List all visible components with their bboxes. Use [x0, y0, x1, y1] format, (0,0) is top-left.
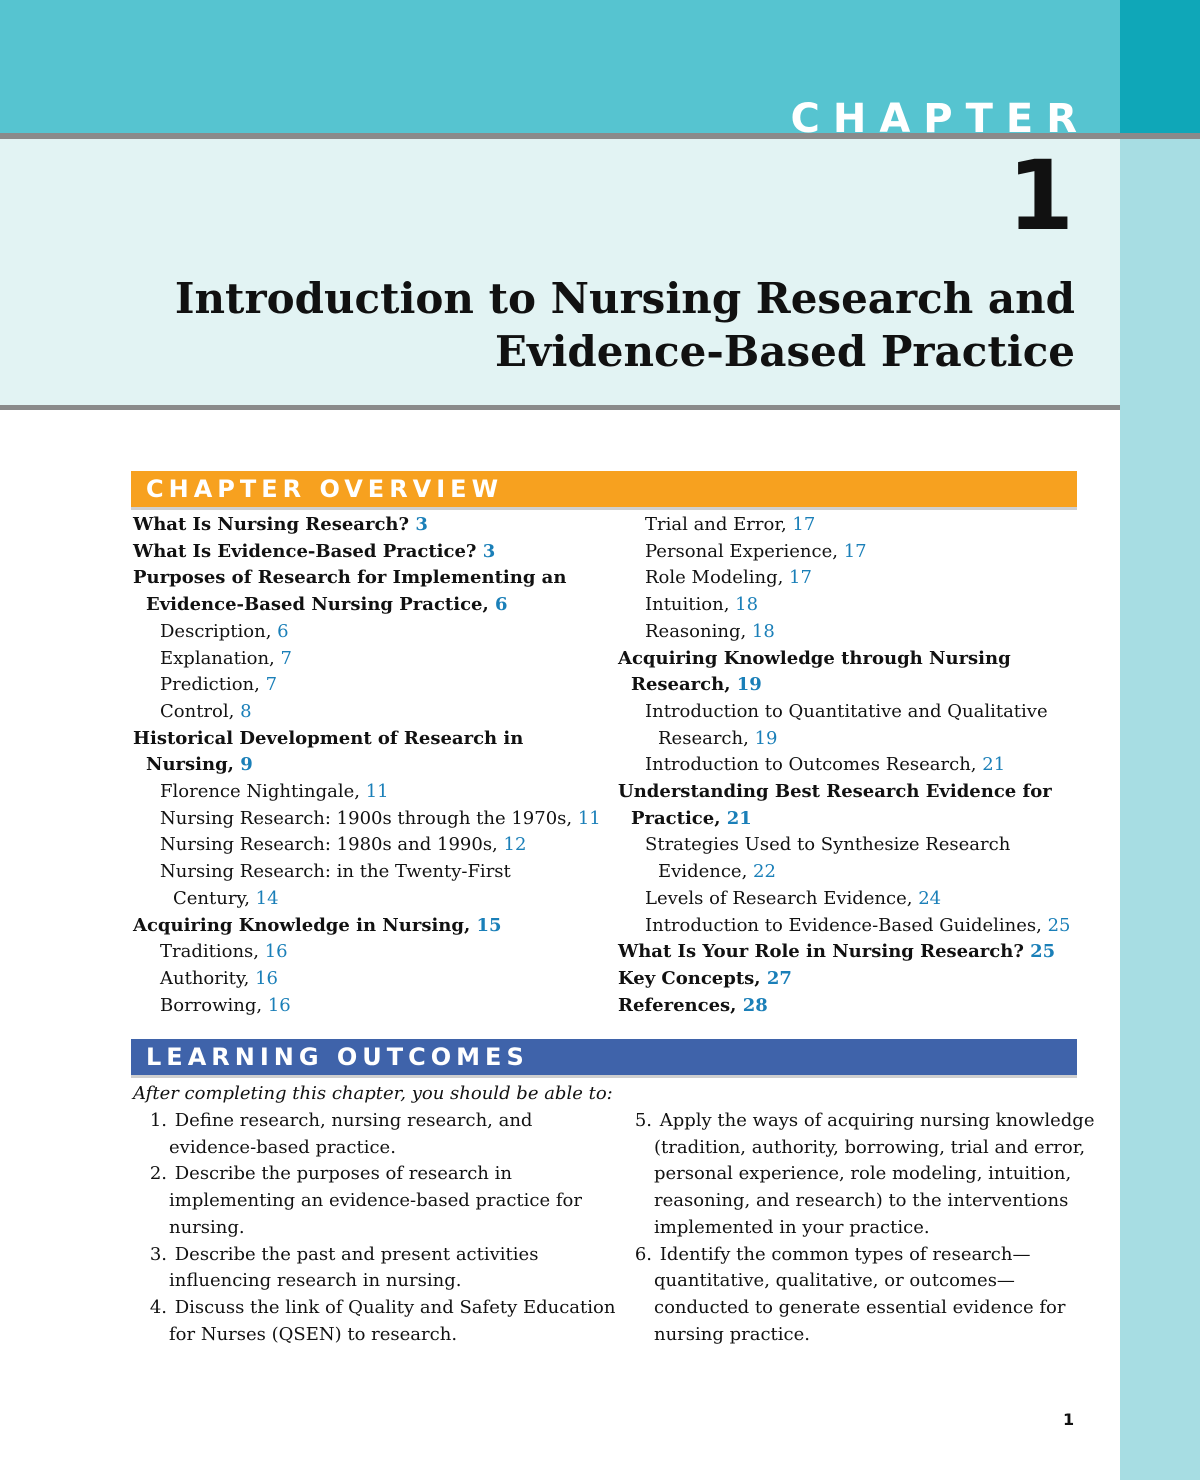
toc-entry[interactable]: Understanding Best Research Evidence for [618, 781, 1052, 803]
toc-entry[interactable]: Nursing Research: 1900s through the 1970s, 11 [160, 807, 601, 829]
toc-entry[interactable]: What Is Nursing Research? 3 [133, 514, 428, 535]
toc-entry[interactable]: Florence Nightingale, 11 [160, 781, 389, 803]
toc-entry[interactable]: Traditions, 16 [160, 941, 288, 963]
outcome-item: 4. Discuss the link of Quality and Safety Education for Nurses (QSEN) to research. [133, 1295, 603, 1348]
toc-entry[interactable]: Role Modeling, 17 [645, 567, 812, 589]
chapter-title [175, 272, 1075, 378]
toc-entry[interactable]: Nursing Research: 1980s and 1990s, 12 [160, 834, 527, 856]
toc-entry[interactable]: Introduction to Outcomes Research, 21 [645, 754, 1006, 776]
outcome-item: 2. Describe the purposes of research in implementing an evidence-based practice for nursing. [133, 1161, 603, 1241]
page-number: 1 [1063, 1410, 1075, 1429]
toc-entry[interactable]: Borrowing, 16 [160, 994, 291, 1016]
toc-entry[interactable]: Intuition, 18 [645, 594, 759, 616]
chapter-title-line-1: Introduction to Nursing Research and [174, 274, 1075, 323]
chapter-label: CHAPTER [790, 96, 1090, 142]
toc-entry[interactable]: Research, 19 [658, 727, 778, 749]
toc-entry[interactable]: Century, 14 [173, 887, 279, 909]
toc-entry[interactable]: Historical Development of Research in [133, 727, 524, 749]
toc-entry[interactable]: References, 28 [618, 994, 768, 1016]
outcome-item: 6. Identify the common types of research— quantitative, qualitative, or outcomes— conducted to generate essential evidence for nursing practice. [618, 1242, 1088, 1349]
toc-entry[interactable]: Research, 19 [631, 674, 762, 696]
toc-entry[interactable]: Personal Experience, 17 [645, 540, 867, 562]
outcome-item: 3. Describe the past and present activities influencing research in nursing. [133, 1242, 603, 1295]
chapter-number: 1 [1007, 140, 1074, 252]
toc-entry[interactable]: Evidence-Based Nursing Practice, 6 [146, 594, 508, 616]
outcome-item: 1. Define research, nursing research, and evidence-based practice. [133, 1108, 603, 1161]
toc-entry[interactable]: Levels of Research Evidence, 24 [645, 887, 942, 909]
toc-entry[interactable]: What Is Your Role in Nursing Research? 25 [618, 941, 1056, 963]
overview-toc-left [133, 512, 603, 1019]
toc-entry[interactable]: Nursing, 9 [146, 754, 253, 776]
toc-entry[interactable]: Purposes of Research for Implementing an [133, 567, 567, 589]
outcomes-list-right [618, 1108, 1095, 1348]
toc-entry[interactable]: Prediction, 7 [160, 674, 278, 696]
learning-outcomes-heading: LEARNING OUTCOMES [131, 1039, 1077, 1075]
toc-entry[interactable]: Acquiring Knowledge through Nursing [618, 647, 1011, 669]
toc-entry[interactable]: Practice, 21 [631, 807, 752, 829]
toc-entry[interactable]: Control, 8 [160, 700, 252, 722]
toc-entry[interactable]: Explanation, 7 [160, 647, 292, 669]
chapter-overview-heading: CHAPTER OVERVIEW [131, 471, 1077, 507]
toc-entry[interactable]: Acquiring Knowledge in Nursing, 15 [133, 914, 502, 936]
toc-entry[interactable]: What Is Evidence-Based Practice? 3 [133, 540, 496, 562]
outcome-number: 4. [149, 1296, 167, 1318]
outcomes-list-left [133, 1108, 616, 1348]
outcomes-intro: After completing this chapter, you should be able to: [133, 1083, 613, 1104]
outcome-number: 1. [149, 1110, 167, 1131]
toc-entry[interactable]: Trial and Error, 17 [645, 514, 816, 535]
toc-entry[interactable]: Nursing Research: in the Twenty-First [160, 861, 511, 883]
chapter-title-line-2: Evidence-Based Practice [495, 327, 1075, 376]
outcome-number: 2. [149, 1163, 167, 1185]
toc-entry[interactable]: Description, 6 [160, 620, 289, 642]
outcome-number: 5. [634, 1110, 652, 1131]
toc-entry[interactable]: Introduction to Quantitative and Qualitative [645, 700, 1048, 722]
toc-entry[interactable]: Reasoning, 18 [645, 620, 775, 642]
side-color-bar-top [1120, 0, 1200, 133]
outcome-number: 6. [634, 1243, 652, 1265]
overview-toc-right [618, 512, 1088, 1019]
toc-entry[interactable]: Evidence, 22 [658, 861, 776, 883]
side-color-bar [1120, 0, 1200, 1480]
toc-entry[interactable]: Key Concepts, 27 [618, 967, 792, 989]
toc-entry[interactable]: Introduction to Evidence-Based Guidelines, 25 [645, 914, 1071, 936]
toc-entry[interactable]: Strategies Used to Synthesize Research [645, 834, 1011, 856]
toc-entry[interactable]: Authority, 16 [160, 967, 278, 989]
title-divider [0, 405, 1120, 410]
outcome-item: 5. Apply the ways of acquiring nursing knowledge (tradition, authority, borrowing, trial and error, personal experience, role modeling, intuition, reasoning, and research) to the interventions implemented in your practice. [618, 1108, 1088, 1242]
outcome-number: 3. [149, 1243, 167, 1265]
